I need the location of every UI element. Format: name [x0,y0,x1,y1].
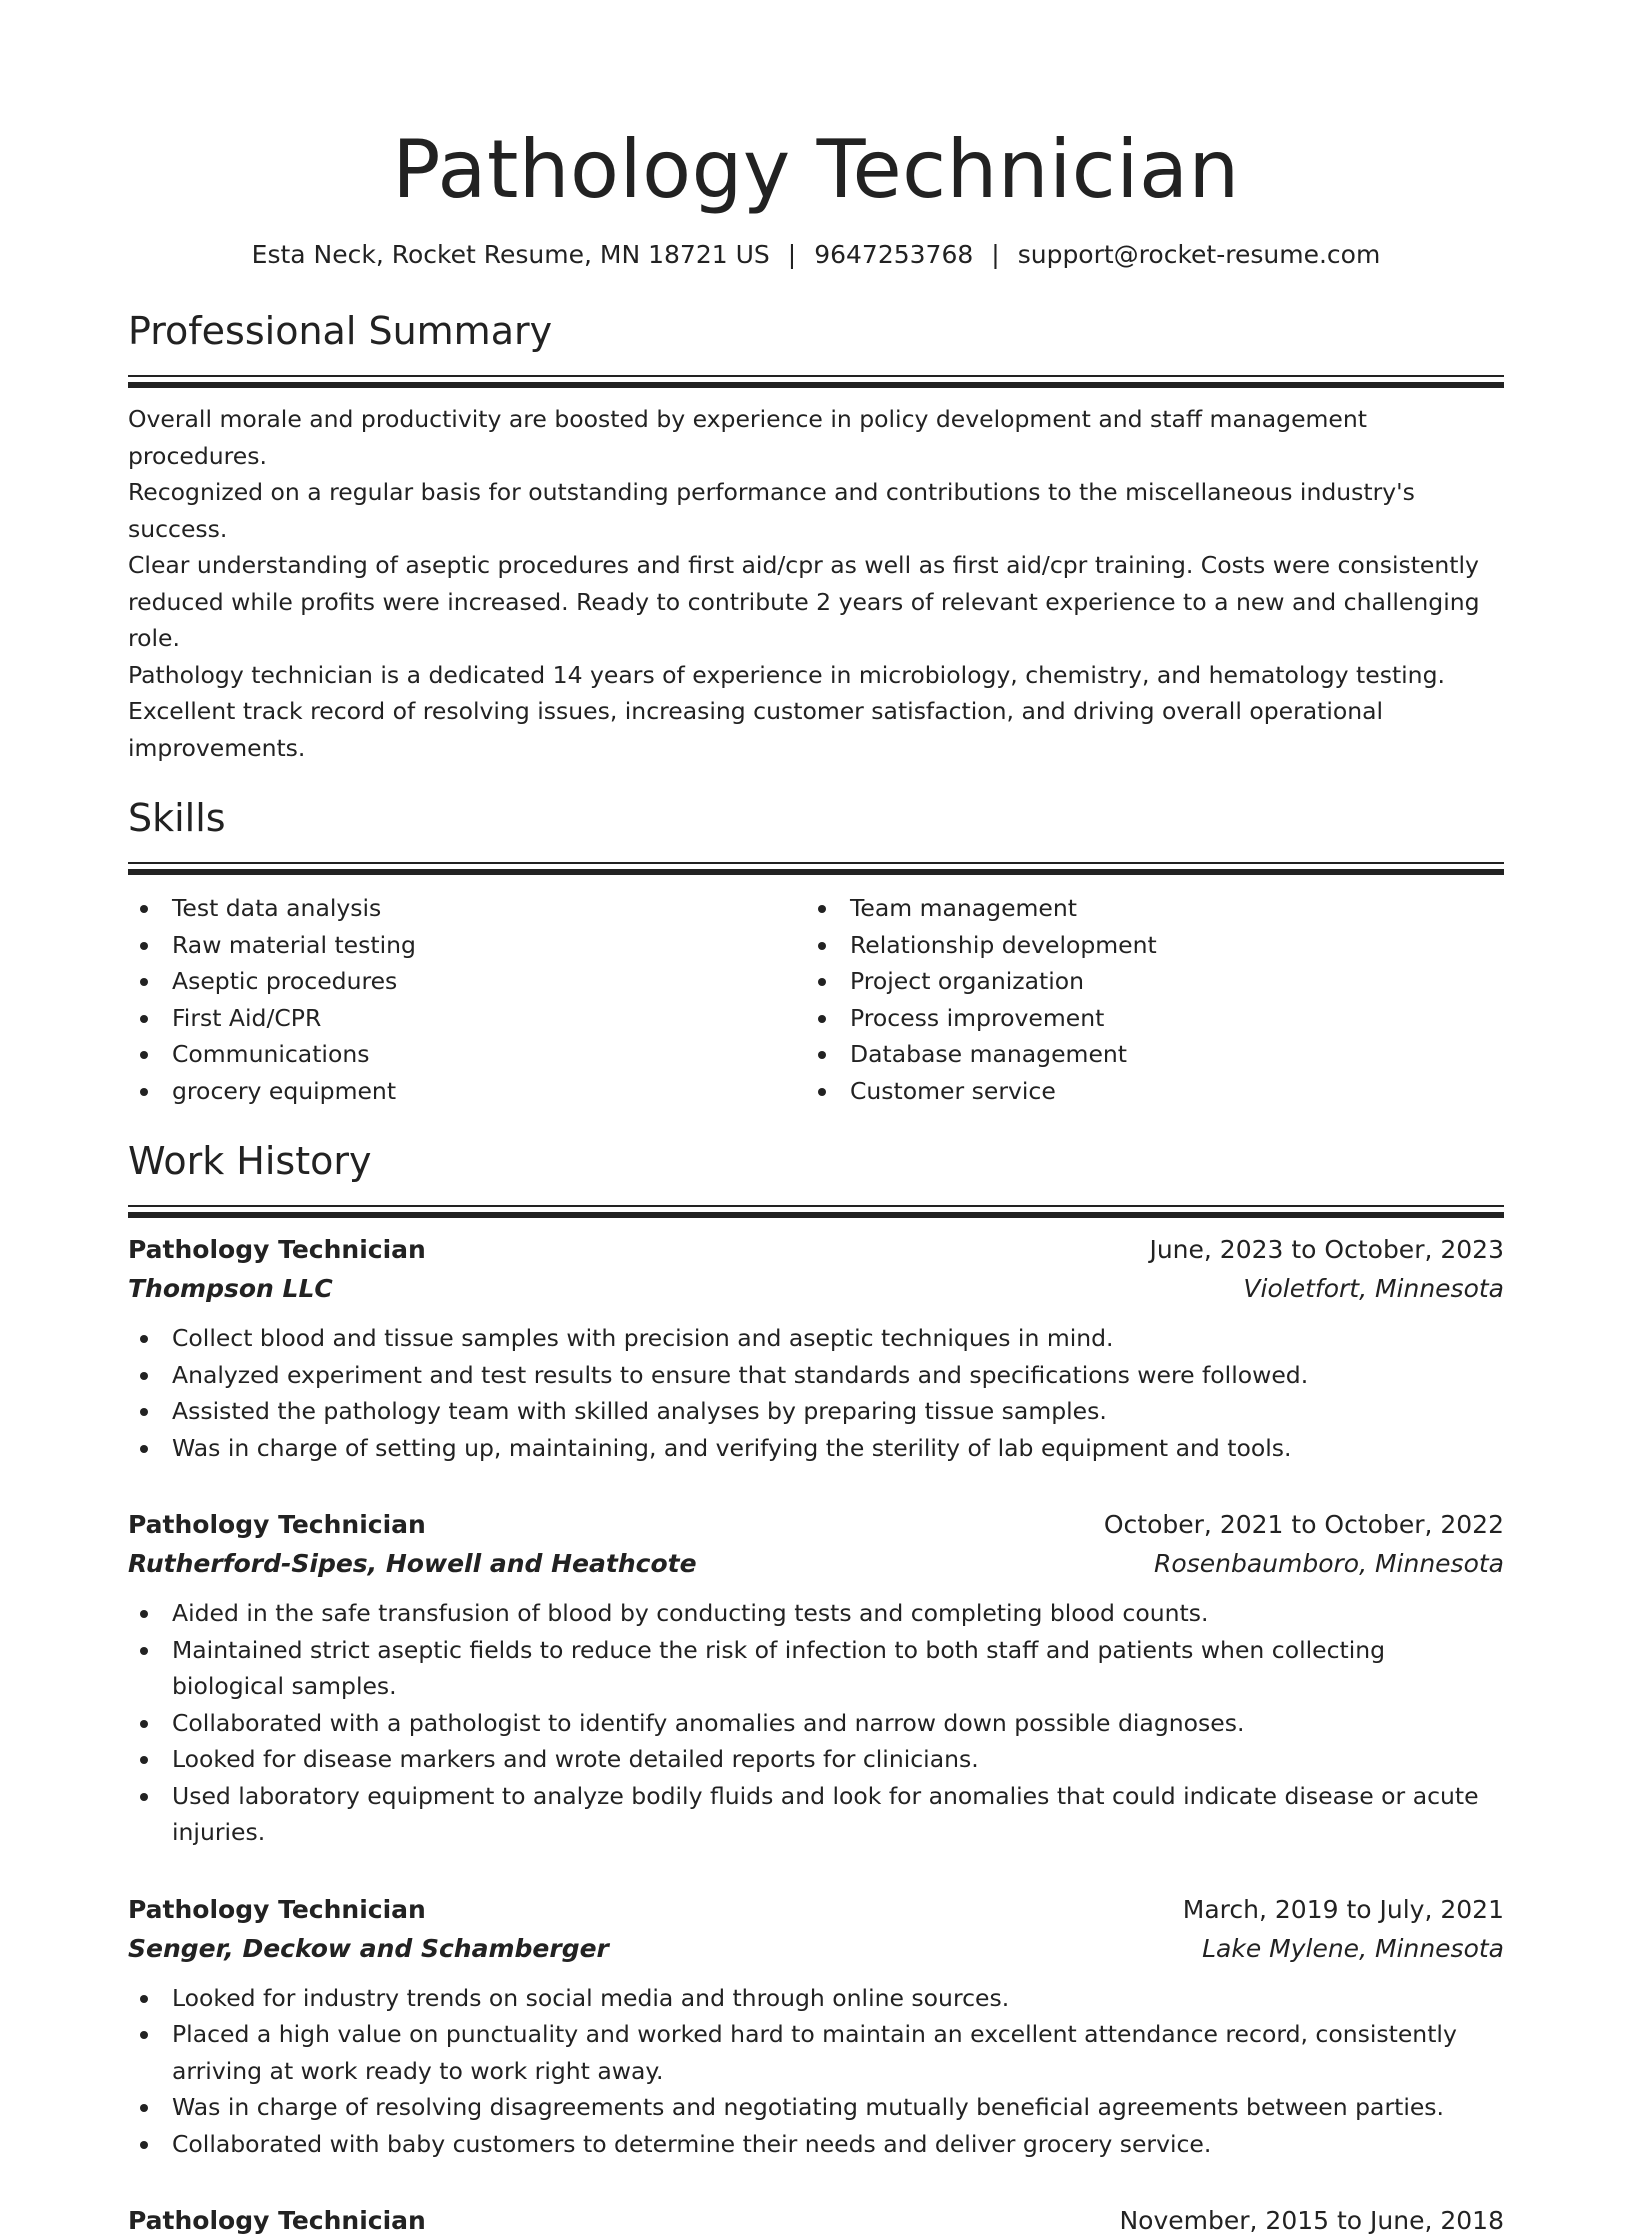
job-entry [128,1891,1504,2163]
job-duty: Used laboratory equipment to analyze bodily fluids and look for anomalies that could indicate disease or acute injuries. [128,1778,1504,1851]
skills-grid [128,890,1504,1109]
skill-item: First Aid/CPR [128,1000,806,1037]
job-entry [128,1231,1504,1466]
job-title: Pathology Technician [128,1510,426,1539]
job-duty: Looked for disease markers and wrote detailed reports for clinicians. [128,1741,1504,1778]
contact-phone: 9647253768 [814,240,974,269]
skills-column-left [128,890,806,1109]
contact-line [128,238,1504,272]
job-dates: November, 2015 to June, 2018 [1119,2206,1504,2235]
job-duties [128,1320,1504,1466]
job-duty: Assisted the pathology team with skilled analyses by preparing tissue samples. [128,1393,1504,1430]
job-duty: Collaborated with a pathologist to identify anomalies and narrow down possible diagnoses. [128,1705,1504,1742]
job-entry [128,2202,1504,2240]
summary-line: improvements. [128,733,306,762]
job-duty: Aided in the safe transfusion of blood by conducting tests and completing blood counts. [128,1595,1504,1632]
job-company: Thompson LLC [128,1274,333,1303]
section-heading-summary: Professional Summary [128,309,553,353]
summary-line: Recognized on a regular basis for outstanding performance and contributions to the miscellaneous industry's success. [128,478,1415,543]
job-duties [128,1980,1504,2163]
job-duties [128,1595,1504,1851]
skill-item: grocery equipment [128,1073,806,1110]
skill-item: Test data analysis [128,890,806,927]
skill-item: Project organization [806,963,1484,1000]
skill-item: Process improvement [806,1000,1484,1037]
job-company: Senger, Deckow and Schamberger [128,1933,609,1963]
contact-separator: | [991,240,1000,269]
skills-section [128,794,1504,1109]
section-divider [128,862,1504,876]
job-location: Violetfort, Minnesota [1243,1274,1504,1303]
section-heading-work-history: Work History [128,1139,372,1183]
job-title: Pathology Technician [128,1894,426,1924]
job-title: Pathology Technician [128,1235,426,1264]
job-location: Lake Mylene, Minnesota [1202,1933,1504,1963]
job-duty: Collect blood and tissue samples with precision and aseptic techniques in mind. [128,1320,1504,1357]
skill-item: Relationship development [806,927,1484,964]
contact-email: support@rocket-resume.com [1017,240,1381,269]
job-entry [128,1506,1504,1851]
job-duty: Looked for industry trends on social media and through online sources. [128,1980,1504,2017]
skill-item: Raw material testing [128,927,806,964]
skills-column-right [806,890,1484,1109]
summary-line: Excellent track record of resolving issues, increasing customer satisfaction, and driving overall operational [128,697,1384,725]
job-duty: Was in charge of setting up, maintaining, and verifying the sterility of lab equipment and tools. [128,1430,1504,1467]
job-dates: March, 2019 to July, 2021 [1182,1894,1504,1924]
contact-separator: | [787,240,797,269]
section-divider [128,375,1504,389]
section-heading-skills: Skills [128,796,226,840]
summary-line: Clear understanding of aseptic procedures and first aid/cpr as well as first aid/cpr training. Costs were consistently [128,551,1479,579]
job-duty: Maintained strict aseptic fields to reduce the risk of infection to both staff and patients when collecting biological samples. [128,1632,1504,1705]
job-duty: Placed a high value on punctuality and worked hard to maintain an excellent attendance record, consistently arriving at work ready to work right away. [128,2016,1504,2089]
summary-section [128,307,1504,766]
job-location: Rosenbaumboro, Minnesota [1154,1549,1504,1578]
job-dates: June, 2023 to October, 2023 [1149,1235,1504,1264]
job-title: Pathology Technician [128,2206,426,2235]
job-company: Rutherford-Sipes, Howell and Heathcote [128,1549,697,1578]
skill-item: Database management [806,1036,1484,1073]
resume-title: Pathology Technician [392,123,1240,216]
resume-page [128,0,1504,2240]
summary-line: Overall morale and productivity are boosted by experience in policy development and staff management procedures. [128,405,1367,470]
section-divider [128,1205,1504,1219]
skill-item: Communications [128,1036,806,1073]
skill-item: Team management [806,890,1484,927]
job-duty: Was in charge of resolving disagreements and negotiating mutually beneficial agreements between parties. [128,2089,1504,2126]
job-duty: Analyzed experiment and test results to ensure that standards and specifications were followed. [128,1357,1504,1394]
job-duty: Collaborated with baby customers to determine their needs and deliver grocery service. [128,2126,1504,2163]
summary-text [128,401,1504,766]
skill-item: Customer service [806,1073,1484,1110]
summary-line: reduced while profits were increased. Ready to contribute 2 years of relevant experience to a new and challenging role. [128,587,1480,652]
job-dates: October, 2021 to October, 2022 [1103,1510,1504,1539]
skill-item: Aseptic procedures [128,963,806,1000]
contact-address: Esta Neck, Rocket Resume, MN 18721 US [251,240,770,269]
summary-line: Pathology technician is a dedicated 14 years of experience in microbiology, chemistry, and hematology testing. [128,660,1445,689]
work-history-section [128,1137,1504,2240]
